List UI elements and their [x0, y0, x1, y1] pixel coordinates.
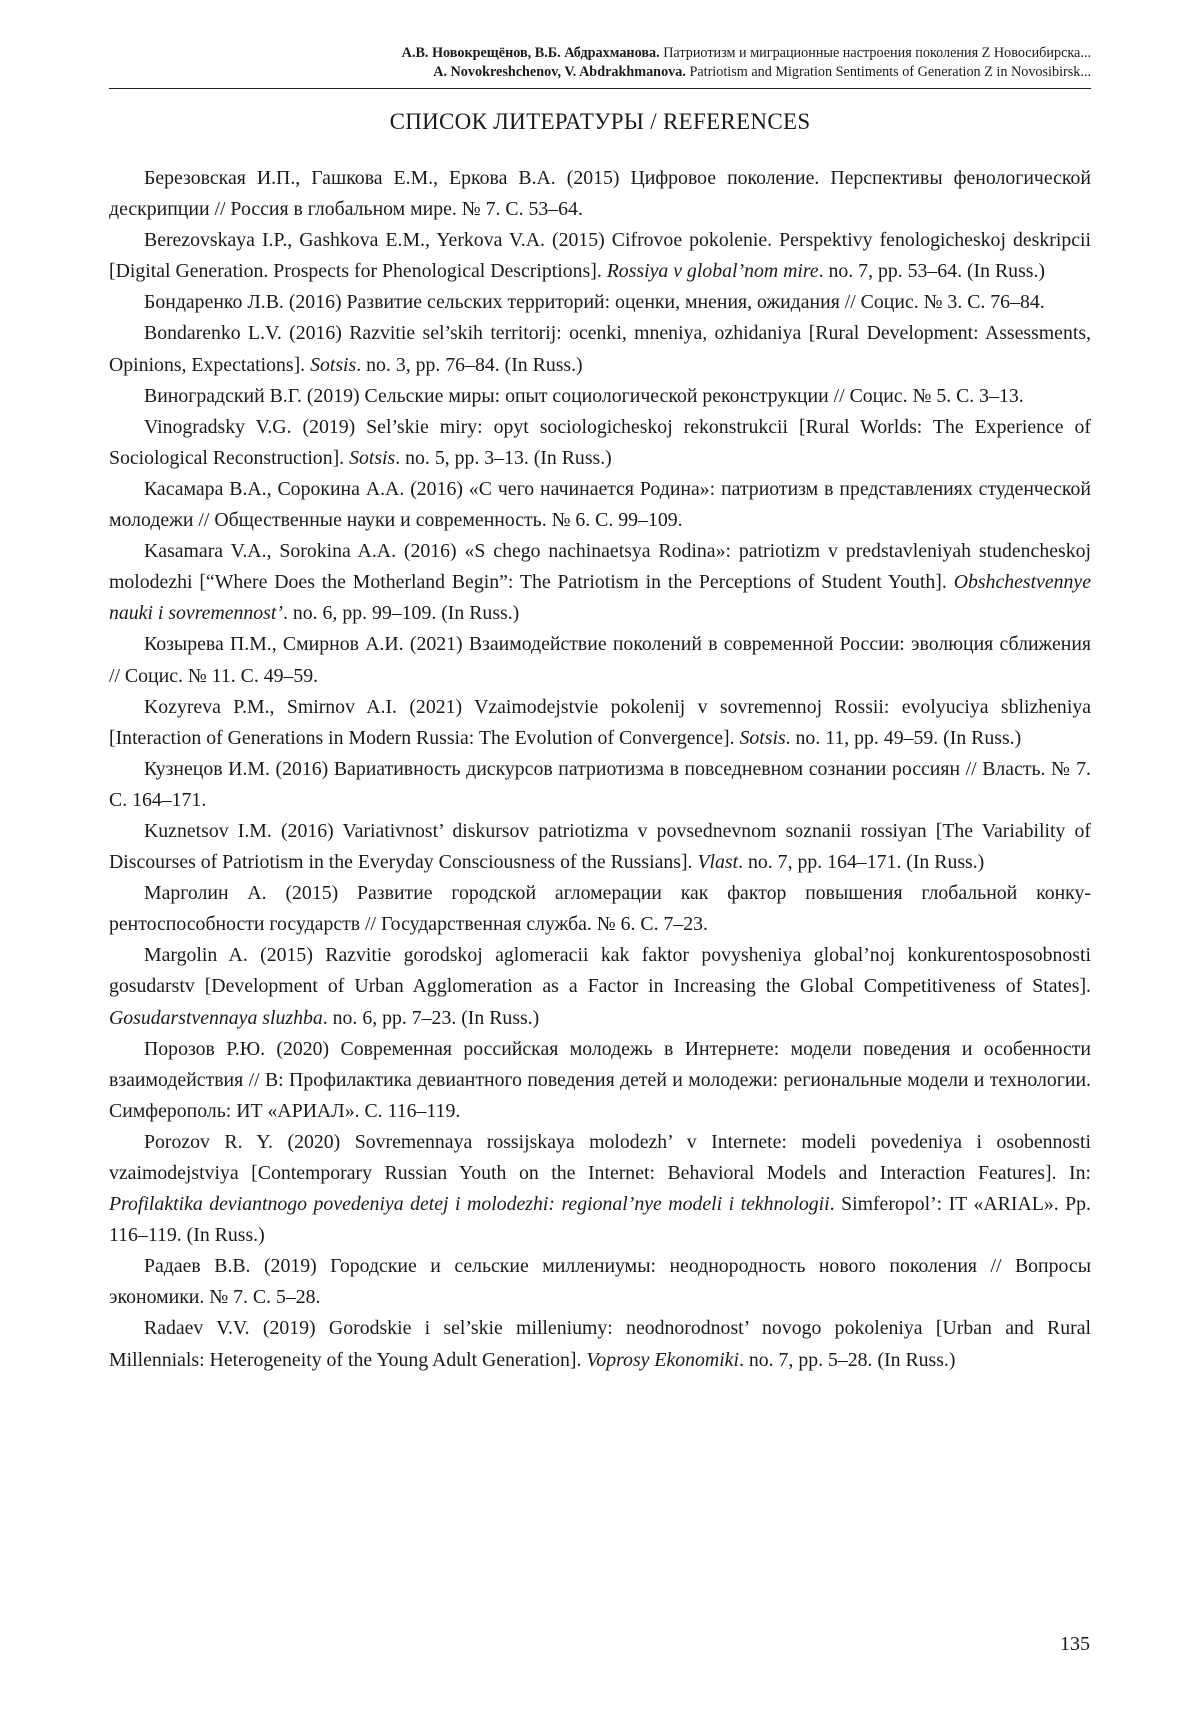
reference-text: Vinogradsky V.G. (2019) Sel’skie miry: opyt sociologicheskoj rekonstrukcii [Rural Worlds: The Experience of Sociological Reconstruction].: [109, 415, 1091, 469]
reference-entry: [109, 754, 1091, 816]
reference-journal-title: Vlast: [697, 851, 739, 874]
reference-text: . Simferopol’: IT «ARIAL». Pp. 116–119. (In Russ.): [109, 1193, 1091, 1247]
reference-journal-title: Rossiya v global’nom mire: [606, 260, 819, 283]
reference-journal-title: Sotsis: [739, 726, 786, 749]
reference-entry: [109, 318, 1091, 380]
reference-text: Bondarenko L.V. (2016) Razvitie sel’skih territorij: ocenki, mneniya, ozhidaniya [Rural Development: Assessments, Opinions, Expectations].: [109, 322, 1091, 376]
reference-entry: [109, 1127, 1091, 1251]
reference-list: [109, 163, 1091, 1376]
reference-text: Виноградский В.Г. (2019) Сельские миры: опыт социологической реконструкции // Социс. № 5. С. 3–13.: [144, 384, 1024, 407]
reference-text: Порозов Р.Ю. (2020) Современная российская молодежь в Интернете: модели поведения и особенности взаимодействия // В: Профилактика девиантного поведения детей и молодежи: региональные модели и технологии. Симферополь: ИТ «АРИАЛ». С. 116–119.: [109, 1037, 1091, 1122]
reference-text: . no. 7, pp. 5–28. (In Russ.): [738, 1348, 956, 1371]
reference-text: . no. 6, pp. 7–23. (In Russ.): [322, 1006, 540, 1029]
reference-text: . no. 7, pp. 164–171. (In Russ.): [738, 851, 985, 874]
reference-journal-title: Voprosy Ekonomiki: [586, 1348, 739, 1371]
reference-text: Козырева П.М., Смирнов А.И. (2021) Взаимодействие поколений в современной России: эволюция сближения // Социс. № 11. С. 49–59.: [109, 633, 1091, 687]
reference-entry: [109, 536, 1091, 629]
reference-entry: [109, 474, 1091, 536]
reference-entry: [109, 225, 1091, 287]
reference-journal-title: Obshchestvennye nauki i sovremennost’: [109, 571, 1091, 625]
running-header-en: [109, 63, 1091, 82]
reference-text: Касамара В.А., Сорокина А.А. (2016) «С чего начинается Родина»: патриотизм в представлениях студенческой молодежи // Общественные науки и современность. № 6. С. 99–109.: [109, 477, 1091, 532]
reference-text: Радаев В.В. (2019) Городские и сельские миллениумы: неоднородность нового поколения // Вопросы экономики. № 7. С. 5–28.: [109, 1255, 1091, 1309]
running-header-ru: [109, 44, 1091, 63]
page-number: 135: [1060, 1633, 1090, 1655]
reference-text: Кузнецов И.М. (2016) Вариативность дискурсов патриотизма в повседневном сознании россиян // Власть. № 7. С. 164–171.: [109, 757, 1091, 811]
reference-text: Radaev V.V. (2019) Gorodskie i sel’skie milleniumy: neodnorodnost’ novogo pokoleniya [Urban and Rural Millennials: Heterogeneity of the Young Adult Generation].: [109, 1317, 1091, 1371]
reference-entry: [109, 629, 1091, 691]
reference-text: . no. 7, pp. 53–64. (In Russ.): [818, 260, 1045, 283]
references-title: СПИСОК ЛИТЕРАТУРЫ / REFERENCES: [389, 109, 811, 134]
reference-entry: [109, 692, 1091, 754]
header-title-en: Patriotism and Migration Sentiments of Generation Z in Novosibirsk...: [685, 64, 1091, 80]
running-header: [109, 44, 1091, 89]
reference-journal-title: Sotsis: [349, 446, 396, 469]
reference-journal-title: Sotsis: [310, 353, 357, 376]
reference-text: Марголин А. (2015) Развитие городской агломерации как фактор повышения глобальной конкурентоспособности государств // Государственная служба. № 6. С. 7–23.: [109, 882, 1091, 936]
reference-entry: [109, 940, 1091, 1033]
reference-text: Kozyreva P.M., Smirnov A.I. (2021) Vzaimodejstvie pokolenij v sovremennoj Rossii: evolyuciya sblizheniya [Interaction of Generations in Modern Russia: The Evolution of Convergence].: [109, 695, 1091, 749]
reference-entry: [109, 287, 1091, 318]
reference-entry: [109, 1251, 1091, 1313]
header-authors-en: A. Novokreshchenov, V. Abdrakhmanova.: [433, 64, 686, 80]
reference-text: Kasamara V.A., Sorokina A.A. (2016) «S chego nachinaetsya Rodina»: patriotizm v predstavleniyah studencheskoj molodezhi [“Where Does the Motherland Begin”: The Patriotism in the Perceptions of Student Youth].: [109, 540, 1091, 594]
reference-text: . no. 11, pp. 49–59. (In Russ.): [785, 726, 1022, 749]
reference-entry: [109, 381, 1091, 412]
reference-text: Kuznetsov I.M. (2016) Variativnost’ diskursov patriotizma v povsednevnom soznanii rossiyan [The Variability of Discourses of Patriotism in the Everyday Consciousness of the Russians].: [109, 819, 1091, 874]
reference-text: . no. 6, pp. 99–109. (In Russ.): [282, 602, 520, 625]
reference-entry: [109, 816, 1091, 878]
reference-entry: [109, 412, 1091, 474]
header-title-ru: Патриотизм и миграционные настроения поколения Z Новосибирска...: [659, 45, 1091, 61]
reference-text: Березовская И.П., Гашкова Е.М., Еркова В.А. (2015) Цифровое поколение. Перспективы фенологической дескрипции // Россия в глобальном мире. № 7. С. 53–64.: [109, 167, 1091, 221]
reference-journal-title: Gosudarstvennaya sluzhba: [109, 1006, 323, 1029]
reference-text: Berezovskaya I.P., Gashkova E.M., Yerkova V.A. (2015) Cifrovoe pokolenie. Perspektivy fenologicheskoj deskripcii [Digital Generation. Prospects for Phenological Descriptions].: [109, 229, 1091, 283]
reference-text: Margolin A. (2015) Razvitie gorodskoj aglomeracii kak faktor povysheniya global’noj konkurentosposobnosti gosudarstv [Development of Urban Agglomeration as a Factor in Increasing the Global Competitiveness of States].: [109, 944, 1091, 998]
reference-entry: [109, 163, 1091, 225]
reference-entry: [109, 1034, 1091, 1127]
reference-text: Бондаренко Л.В. (2016) Развитие сельских территорий: оценки, мнения, ожидания // Социс. № 3. С. 76–84.: [144, 291, 1045, 314]
reference-text: . no. 3, pp. 76–84. (In Russ.): [356, 353, 583, 376]
header-authors-ru: А.В. Новокрещёнов, В.Б. Абдрахманова.: [401, 45, 660, 61]
reference-text: Porozov R. Y. (2020) Sovremennaya rossijskaya molodezh’ v Internete: modeli povedeniya i osobennosti vzaimodejstviya [Contemporary Russian Youth on the Internet: Behavioral Models and Interaction Features]. In:: [109, 1130, 1091, 1184]
journal-page: [109, 44, 1091, 1376]
reference-entry: [109, 878, 1091, 940]
reference-text: . no. 5, pp. 3–13. (In Russ.): [395, 446, 612, 469]
reference-journal-title: Profilaktika deviantnogo povedeniya detej i molodezhi: regional’nye modeli i tekhnologii: [109, 1193, 830, 1216]
reference-entry: [109, 1313, 1091, 1375]
